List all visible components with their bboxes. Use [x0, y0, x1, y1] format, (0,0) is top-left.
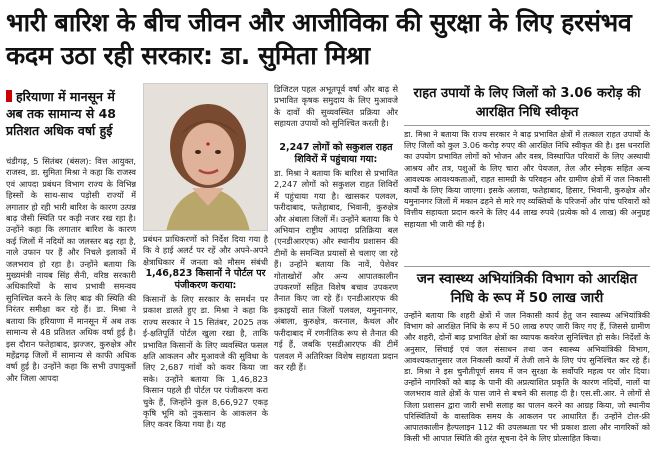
column-3-body-text: डा. मिश्रा ने बताया कि बारिश से प्रभावित 2,247 लोगों को सकुशल राहत शिविरों में पहुंचाया गया है। खासकर पलवल, फरीदाबाद, फतेहाबाद, भिवानी, कुरुक्षेत्र और अंबाला जिलों में। उन्होंने बताया कि पे अभियान राष्ट्रीय आपदा प्रतिक्रिया बल (एनडीआरएफ) और स्थानीय प्रशासन की टीमों के समन्वित प्रयासों से चलाए जा रहे हैं। उन्होंने बताया कि नावें, पेशेवर गोताखोरों और अन्य आपातकालीन उपकरणों सहित विशेष बचाव उपकरण तैनात किए जा रहे हैं। एनडीआरएफ की इकाइयों सात जिलों पलवल, यमुनानगर, अंबाला, कुरुक्षेत्र, करनाल, कैथल और फरीदाबाद में रणनीतिक रूप से तैनात की गई हैं, जबकि एसडीआरएफ की टीमें पलवल में अतिरिक्त विशेष सहायता प्रदान कर रही हैं। [274, 168, 398, 372]
column-3-intro-text: डिजिटल पहल अभूतपूर्व वर्षा और बाढ़ से प्रभावित कृषक समुदाय के लिए मुआवजे के दावों की सुव्यवस्थित प्रक्रिया और सहायता उपायों को सुनिश्चित करती है। [274, 84, 398, 129]
right-heading-2: जन स्वास्थ्य अभियांत्रिकी विभाग को आरक्षित निधि के रूप में 50 लाख जारी [416, 271, 638, 306]
red-bar-marker [6, 90, 12, 102]
column-3-intro [274, 84, 398, 140]
subheadline-text: हरियाणा में मानसून में अब तक सामान्य से 48 प्रतिशत अधिक वर्षा हुई [6, 89, 117, 138]
divider [404, 266, 650, 267]
portrait-photo [143, 83, 268, 231]
column-2-bold-heading: 1,46,823 किसानों ने पोर्टल पर पंजीकरण कराया: [145, 268, 266, 291]
divider [404, 125, 650, 126]
column-2-intro-text: प्रबंधन प्राधिकरणों को निर्देश दिया गया है कि वे हाई अलर्ट पर रहें और अपने-अपने क्षेत्राधिकार में जनता को मौसम संबंधी [143, 234, 268, 267]
column-1 [6, 156, 136, 452]
subheadline [6, 88, 134, 139]
headline: भारी बारिश के बीच जीवन और आजीविका की सुरक्षा के लिए हरसंभव कदम उठा रही सरकार: डा. सुमिता मिश्रा [6, 8, 632, 70]
column-2-body [143, 294, 268, 452]
column-3-body [274, 168, 398, 452]
right-text-1 [404, 129, 650, 263]
portrait-illustration [144, 84, 268, 231]
right-sidebar [404, 84, 650, 450]
column-1-text: चंडीगढ़, 5 सितंबर (बंसल): वित्त आयुक्त, राजस्व, डा. सुमिता मिश्रा ने कहा कि राजस्व एवं आपदा प्रबंधन विभाग राज्य के विभिन्न हिस्सों के साथ-साथ पड़ोसी राज्यों में लगातार हो रही भारी बारिश के कारण उत्पन्न बाढ़ जैसी स्थिति पर कड़ी नजर रख रहा है। उन्होंने कहा कि लगातार बारिश के कारण कई जिलों में नदियों का जलस्तर बढ़ रहा है, नाले उफान पर हैं और निचले इलाकों में जलभराव हो रहा है। उन्होंने बताया कि मुख्यमंत्री नायब सिंह सैनी, वरिष्ठ सरकारी अधिकारियों के साथ प्रभावी समन्वय सुनिश्चित करने के लिए बाढ़ की स्थिति की निरंतर समीक्षा कर रहे हैं। डा. मिश्रा ने बताया कि हरियाणा में मानसून में अब तक सामान्य से 48 प्रतिशत अधिक वर्षा हुई है। इस दौरान फतेहाबाद, झज्जर, कुरुक्षेत्र और महेंद्रगढ़ जिलों में सामान्य से काफी अधिक वर्षा हुई है। उन्होंने कहा कि सभी उपायुक्तों और जिला आपदा [6, 156, 136, 383]
column-2-body-text: किसानों के लिए सरकार के समर्थन पर प्रकाश डालते हुए डा. मिश्रा ने कहा कि राज्य सरकार ने 15 सितंबर, 2025 तक ई-क्षतिपूर्ति पोर्टल खुला रखा है, ताकि प्रभावित किसानों के लिए व्यवस्थित फसल क्षति आकलन और मुआवजे की सुविधा के लिए 2,687 गांवों को कवर किया जा सके। उन्होंने बताया कि 1,46,823 किसान पहले ही पोर्टल पर पंजीकरण करा चुके हैं, जिन्होंने कुल 8,66,927 एकड़ कृषि भूमि को नुकसान के आकलन के लिए कवर किया गया है। यह [143, 294, 268, 430]
right-text-2-content: उन्होंने बताया कि शहरी क्षेत्रों में जल निकासी कार्य हेतु जन स्वास्थ्य अभियांत्रिकी विभाग को आरक्षित निधि के रूप में 50 लाख रुपए जारी किए गए हैं, जिससे ग्रामीण और शहरी, दोनों बाढ़ प्रभावित क्षेत्रों का व्यापक कवरेज सुनिश्चित हो सके। निर्देशों के अनुसार, सिंचाई एवं जल संसाधन तथा जन स्वास्थ्य अभियांत्रिकी विभाग, आवश्यकतानुसार जल निकासी कार्यों में तेजी लाने के लिए पंप सुनिश्चित कर रहे हैं। डा. मिश्रा ने इस चुनौतीपूर्ण समय में जन सुरक्षा के सर्वोपरि महत्व पर जोर दिया। उन्होंने नागरिकों को बाढ़ के पानी की अप्रत्याशित प्रकृति के कारण नदियों, नालों या जलभराव वाले क्षेत्रों के पास जाने से बचने की सलाह दी है। एस.सी.आर. ने लोगों से जिला प्रशासन द्वारा जारी सभी सलाह का पालन करने का आग्रह किया, जो स्थानीय परिस्थितियों के वास्तविक समय के आकलन पर आधारित हैं। उन्होंने टोल-फ्री आपातकालीन हैल्पलाइन 112 की उपलब्धता पर भी प्रकाश डाला और नागरिकों को किसी भी आपात स्थिति की तुरंत सूचना देने के लिए प्रोत्साहित किया। [404, 311, 650, 444]
right-text-1-content: डा. मिश्रा ने बताया कि राज्य सरकार ने बाढ़ प्रभावित क्षेत्रों में तत्काल राहत उपायों के लिए जिलों को कुल 3.06 करोड़ रुपए की आरक्षित निधि स्वीकृत की है। इस धनराशि का उपयोग प्रभावित लोगों को भोजन और वस्त्र, विस्थापित परिवारों के लिए अस्थायी आश्रय और तत्र, पशुओं के लिए चारा और पेयजल, तेल और स्नेहक सहित अन्य आवश्यक आवश्यकताओं, राहत सामग्री के परिवहन और ग्रामीण क्षेत्रों में जल निकासी कार्यों के लिए किया जाएगा। इसके अलावा, फतेहाबाद, हिसार, भिवानी, कुरुक्षेत्र और यमुनानगर जिलों में मकान ढहने से मारे गए व्यक्तियों के परिजनों और पांच परिवारों को वित्तीय सहायता प्रदान करने के लिए 44 लाख रुपये (प्रत्येक को 4 लाख) की अनुग्रह सहायता भी जारी की गई है। [404, 130, 650, 229]
right-heading-1: राहत उपायों के लिए जिलों को 3.06 करोड़ की आरक्षित निधि स्वीकृत [413, 86, 641, 120]
column-3-bold-heading: 2,247 लोगों को सकुशल राहत शिविरों में पहुंचाया गया: [279, 142, 393, 165]
column-2-intro [143, 234, 268, 269]
right-text-2 [404, 310, 650, 453]
